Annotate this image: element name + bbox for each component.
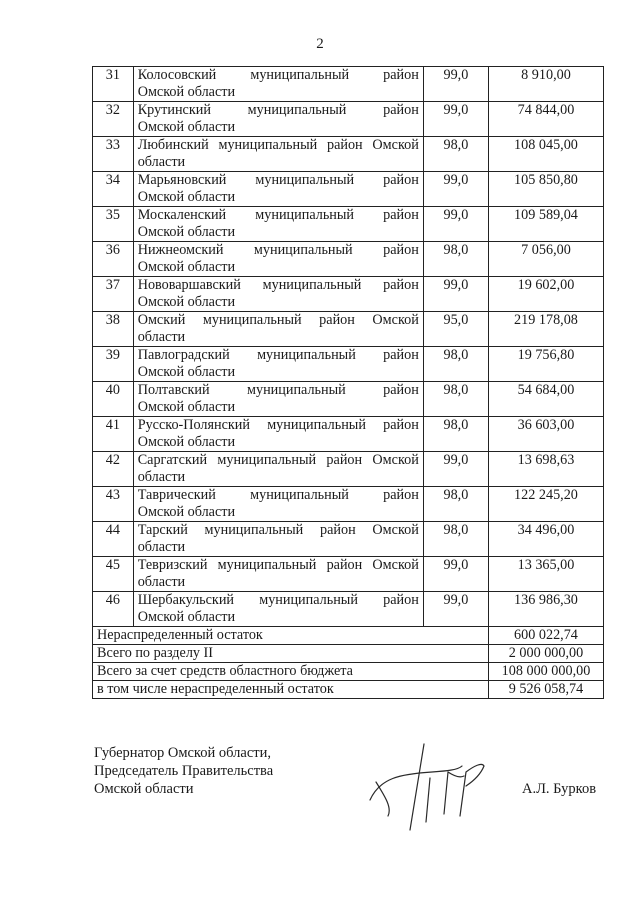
amount-value: 54 684,00 [488,382,603,417]
table-row [93,417,604,452]
district-name-line-1: Нововаршавский муниципальный район [137,277,419,293]
table-body [93,67,604,699]
summary-amount: 9 526 058,74 [488,681,603,699]
district-name-line-2: области [137,539,186,555]
percent-value: 99,0 [423,172,488,207]
district-name-line-2: Омской области [137,609,236,625]
district-name-line-2: области [137,154,186,170]
table-row [93,592,604,627]
district-name [133,172,423,207]
row-number: 44 [93,522,134,557]
signatory-name: А.Л. Бурков [522,781,597,797]
district-name-line-2: области [137,329,186,345]
amount-value: 136 986,30 [488,592,603,627]
district-name-line-1: Крутинский муниципальный район [137,102,419,118]
signatory-title-line-1: Губернатор Омской области, [94,745,271,761]
amount-value: 8 910,00 [488,67,603,102]
district-name-line-2: Омской области [137,294,236,310]
district-name-line-2: области [137,469,186,485]
percent-value: 98,0 [423,522,488,557]
table-row [93,207,604,242]
row-number: 35 [93,207,134,242]
amount-value: 219 178,08 [488,312,603,347]
district-name-line-2: Омской области [137,399,236,415]
amount-value: 19 602,00 [488,277,603,312]
amount-value: 36 603,00 [488,417,603,452]
district-name [133,592,423,627]
percent-value: 99,0 [423,557,488,592]
district-name-line-2: области [137,574,186,590]
district-name-line-2: Омской области [137,434,236,450]
table-row [93,487,604,522]
percent-value: 99,0 [423,207,488,242]
amount-value: 105 850,80 [488,172,603,207]
district-name-line-1: Саргатский муниципальный район Омской [137,452,419,468]
percent-value: 98,0 [423,487,488,522]
summary-label: Всего по разделу II [93,645,489,663]
district-name-line-2: Омской области [137,504,236,520]
table-row [93,557,604,592]
amount-value: 34 496,00 [488,522,603,557]
percent-value: 98,0 [423,417,488,452]
district-name-line-1: Русско-Полянский муниципальный район [137,417,419,433]
row-number: 31 [93,67,134,102]
district-name-line-1: Тевризский муниципальный район Омской [137,557,419,573]
row-number: 42 [93,452,134,487]
row-number: 33 [93,137,134,172]
district-name-line-1: Омский муниципальный район Омской [137,312,419,328]
district-name [133,382,423,417]
amount-value: 109 589,04 [488,207,603,242]
percent-value: 95,0 [423,312,488,347]
district-name [133,207,423,242]
table-row [93,452,604,487]
district-name-line-2: Омской области [137,119,236,135]
allocation-table [92,66,604,699]
district-name [133,452,423,487]
row-number: 34 [93,172,134,207]
signatory-title-line-2: Председатель Правительства [94,763,274,779]
amount-value: 13 698,63 [488,452,603,487]
percent-value: 99,0 [423,592,488,627]
district-name [133,347,423,382]
row-number: 40 [93,382,134,417]
summary-amount: 108 000 000,00 [488,663,603,681]
percent-value: 98,0 [423,242,488,277]
district-name-line-1: Полтавский муниципальный район [137,382,419,398]
page-number: 2 [316,36,324,52]
district-name-line-1: Москаленский муниципальный район [137,207,419,223]
signatory-title [94,744,273,798]
table-row [93,137,604,172]
district-name [133,522,423,557]
summary-label: Всего за счет средств областного бюджета [93,663,489,681]
table-row [93,172,604,207]
district-name-line-1: Павлоградский муниципальный район [137,347,419,363]
row-number: 39 [93,347,134,382]
table-row [93,102,604,137]
percent-value: 99,0 [423,67,488,102]
district-name [133,557,423,592]
summary-row [93,663,604,681]
amount-value: 108 045,00 [488,137,603,172]
amount-value: 13 365,00 [488,557,603,592]
amount-value: 7 056,00 [488,242,603,277]
table-row [93,67,604,102]
district-name-line-2: Омской области [137,364,236,380]
row-number: 41 [93,417,134,452]
table-row [93,382,604,417]
district-name-line-2: Омской области [137,189,236,205]
district-name [133,102,423,137]
percent-value: 99,0 [423,452,488,487]
district-name-line-2: Омской области [137,259,236,275]
summary-amount: 600 022,74 [488,627,603,645]
summary-amount: 2 000 000,00 [488,645,603,663]
percent-value: 99,0 [423,277,488,312]
percent-value: 98,0 [423,382,488,417]
district-name-line-1: Нижнеомский муниципальный район [137,242,419,258]
district-name [133,242,423,277]
district-name [133,312,423,347]
district-name-line-1: Колосовский муниципальный район [137,67,419,83]
district-name [133,137,423,172]
signatory-title-line-3: Омской области [94,781,194,797]
amount-value: 19 756,80 [488,347,603,382]
handwritten-signature [366,742,506,834]
amount-value: 74 844,00 [488,102,603,137]
summary-row [93,627,604,645]
district-name-line-1: Таврический муниципальный район [137,487,419,503]
row-number: 32 [93,102,134,137]
row-number: 36 [93,242,134,277]
district-name-line-1: Шербакульский муниципальный район [137,592,419,608]
district-name [133,487,423,522]
summary-label: Нераспределенный остаток [93,627,489,645]
row-number: 45 [93,557,134,592]
summary-label: в том числе нераспределенный остаток [93,681,489,699]
district-name-line-1: Любинский муниципальный район Омской [137,137,419,153]
district-name-line-1: Марьяновский муниципальный район [137,172,419,188]
table-row [93,312,604,347]
percent-value: 98,0 [423,347,488,382]
district-name [133,417,423,452]
summary-row [93,681,604,699]
district-name-line-1: Тарский муниципальный район Омской [137,522,419,538]
row-number: 37 [93,277,134,312]
percent-value: 99,0 [423,102,488,137]
table-row [93,522,604,557]
district-name-line-2: Омской области [137,84,236,100]
amount-value: 122 245,20 [488,487,603,522]
row-number: 43 [93,487,134,522]
row-number: 46 [93,592,134,627]
percent-value: 98,0 [423,137,488,172]
district-name [133,277,423,312]
table-row [93,277,604,312]
table-row [93,242,604,277]
summary-row [93,645,604,663]
table-row [93,347,604,382]
district-name [133,67,423,102]
row-number: 38 [93,312,134,347]
district-name-line-2: Омской области [137,224,236,240]
